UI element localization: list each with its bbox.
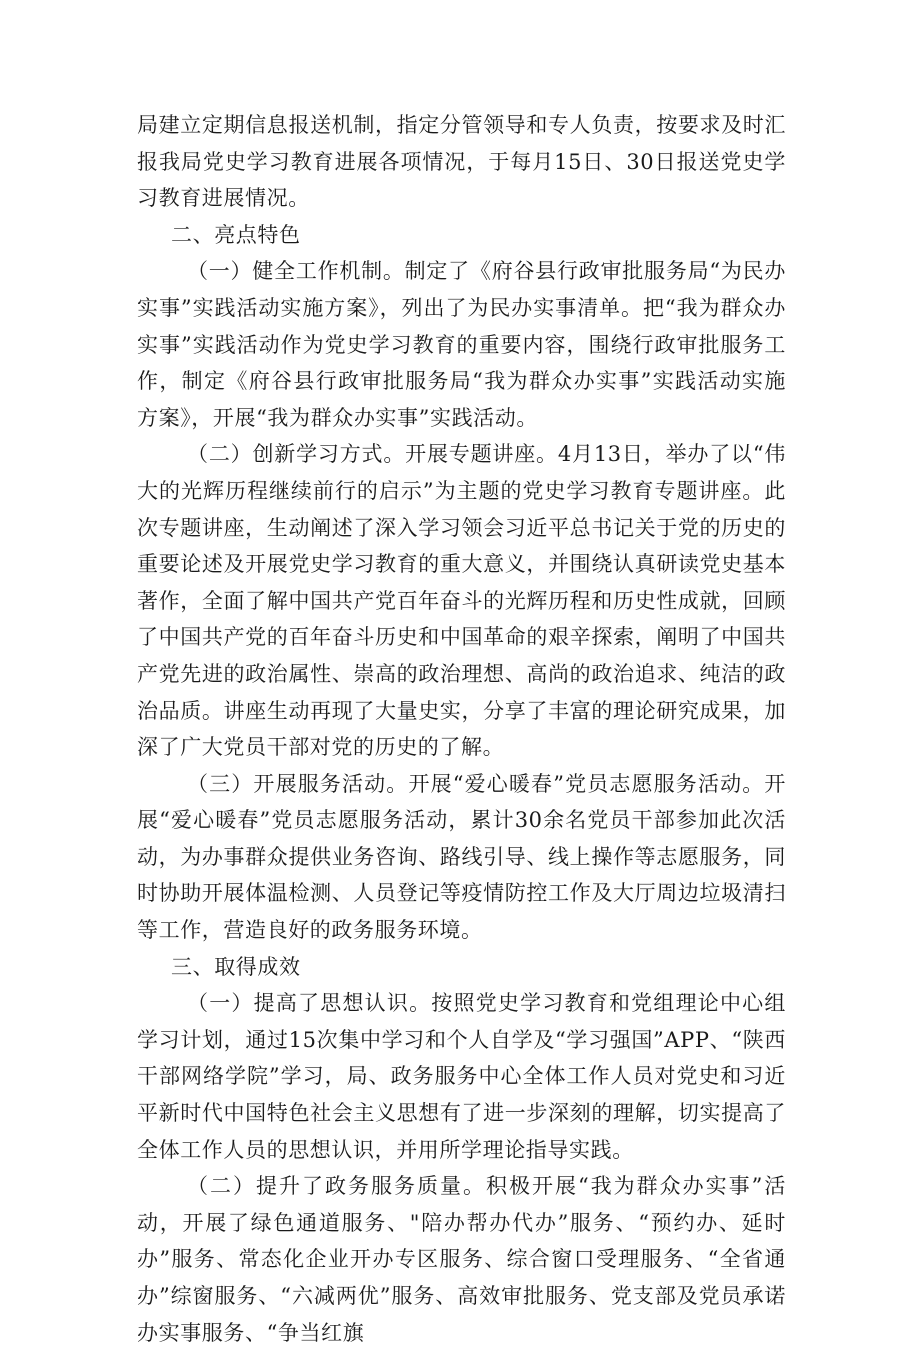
section-heading-highlights: 二、亮点特色 [171,222,301,247]
body-paragraph: （一）提高了思想认识。按照党史学习教育和党组理论中心组学习计划，通过15次集中学习和个人自学及“学习强国”APP、“陕西干部网络学院”学习，局、政务服务中心全体工作人员对党史和习近平新时代中国特色社会主义思想有了进一步深刻的理解，切实提高了全体工作人员的思想认识，并用所学理论指导实践。 [137,991,786,1162]
section-heading-results: 三、取得成效 [171,954,301,979]
body-paragraph: （二）提升了政务服务质量。积极开展“我为群众办实事”活动，开展了绿色通道服务、"陪办帮办代办”服务、“预约办、延时办”服务、常态化企业开办专区服务、综合窗口受理服务、“全省通办”综窗服务、“六减两优”服务、高效审批服务、党支部及党员承诺办实事服务、“争当红旗 [137,1174,786,1345]
body-paragraph: （三）开展服务活动。开展“爱心暖春”党员志愿服务活动。开展“爱心暖春”党员志愿服务活动，累计30余名党员干部参加此次活动，为办事群众提供业务咨询、路线引导、线上操作等志愿服务，同时协助开展体温检测、人员登记等疫情防控工作及大厅周边垃圾清扫等工作，营造良好的政务服务环境。 [137,771,786,943]
body-paragraph: 局建立定期信息报送机制，指定分管领导和专人负责，按要求及时汇报我局党史学习教育进展各项情况，于每月15日、30日报送党史学习教育进展情况。 [137,113,786,211]
body-paragraph: （二）创新学习方式。开展专题讲座。4月13日，举办了以“伟大的光辉历程继续前行的启示”为主题的党史学习教育专题讲座。此次专题讲座，生动阐述了深入学习领会习近平总书记关于党的历史的重要论述及开展党史学习教育的重大意义，并围绕认真研读党史基本著作，全面了解中国共产党百年奋斗的光辉历程和历史性成就，回顾了中国共产党的百年奋斗历史和中国革命的艰辛探索，阐明了中国共产党先进的政治属性、崇高的政治理想、高尚的政治追求、纯洁的政治品质。讲座生动再现了大量史实，分享了丰富的理论研究成果，加深了广大党员干部对党的历史的了解。 [137,442,786,760]
body-paragraph: （一）健全工作机制。制定了《府谷县行政审批服务局“为民办实事”实践活动实施方案》，列出了为民办实事清单。把“我为群众办实事”实践活动作为党史学习教育的重要内容，围绕行政审批服务工作，制定《府谷县行政审批服务局“我为群众办实事”实践活动实施方案》，开展“我为群众办实事”实践活动。 [137,259,787,430]
